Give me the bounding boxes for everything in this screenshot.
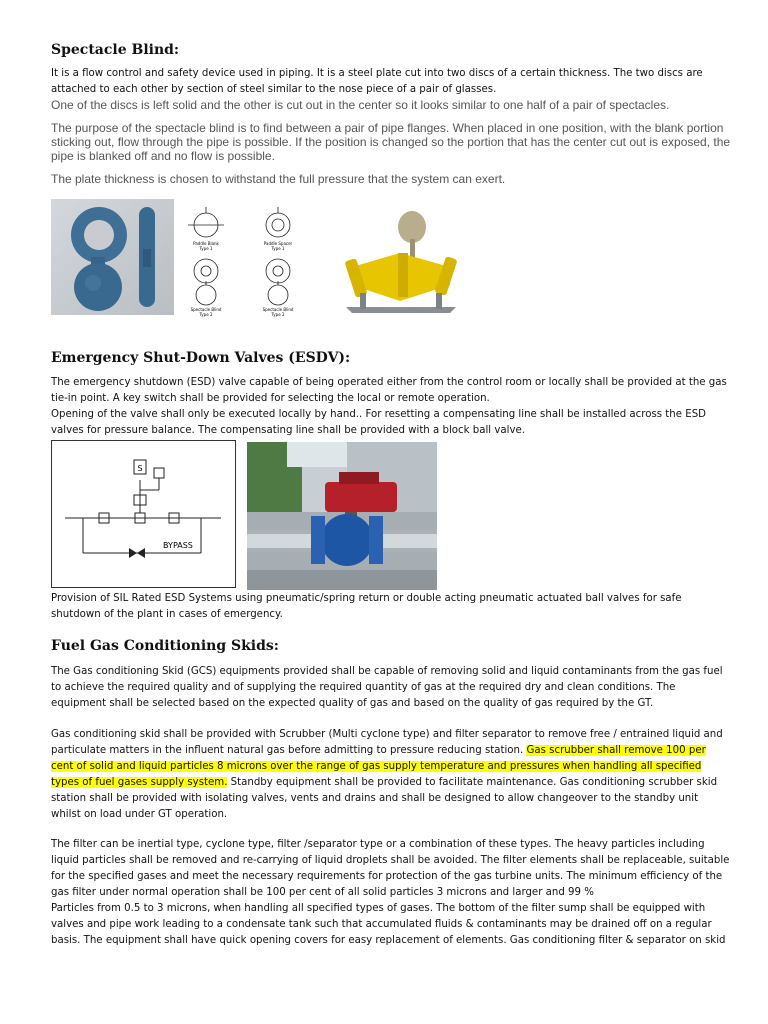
spectacle-paragraph-3: The purpose of the spectacle blind is to find between a pair of pipe flanges. When placed in one position, with the blank portion sticking out, flow through the pipe is possible. If the position is changed so the portion that has the center cut out is exposed, the pipe is blanked off and no flow is possible.	[51, 121, 731, 163]
spectacle-paragraph-4: The plate thickness is chosen to withstand the full pressure that the system can exert.	[51, 172, 506, 186]
spectacle-blind-photo	[51, 199, 174, 315]
esd-valve-photo	[247, 442, 437, 590]
spectacle-blind-drawing	[178, 205, 328, 317]
label-type-1b: Type 1	[271, 246, 285, 251]
esd-schematic-diagram	[51, 440, 236, 588]
esdv-paragraph-3: Provision of SIL Rated ESD Systems using pneumatic/spring return or double acting pneumatic actuated ball valves for safe shutdown of the plant in cases of emergency.	[51, 593, 682, 620]
esdv-paragraph-1: The emergency shutdown (ESD) valve capable of being operated either from the control room or locally shall be provided at the gas tie-in point. A key switch shall be provided for selecting the local or remote operation.	[51, 377, 727, 404]
spectacle-paragraph-2: One of the discs is left solid and the other is cut out in the center so it looks similar to one half of a pair of spectacles.	[51, 98, 670, 112]
fuel-gas-heading: Fuel Gas Conditioning Skids:	[51, 638, 279, 654]
label-type-2a: Type 2	[199, 312, 213, 317]
label-spectacle-blind-b: Spectacle Blind	[262, 307, 294, 312]
label-spectacle-blind-a: Spectacle Blind	[190, 307, 222, 312]
bypass-label: BYPASS	[163, 541, 193, 550]
fuel-gas-paragraph-3: The filter can be inertial type, cyclone type, filter /separator type or a combination of these types. The heavy particles including liquid particles shall be removed and re-carrying of liquid droplets shall be avoided. The filter elements shall be replaceable, suitable for the specified gases and meet the necessary requirements for protection of the gas turbine units. The minimum efficiency of the gas filter under normal operation shall be 100 per cent of all solid particles 3 microns and larger and 99 %	[51, 839, 730, 898]
solenoid-label: S	[137, 464, 143, 473]
spectacle-paragraph-1: It is a flow control and safety device used in piping. It is a steel plate cut into two discs of a certain thickness. The two discs are attached to each other by section of steel similar to the nose piece of a pair of glasses.	[51, 68, 703, 95]
fuel-gas-paragraph-4: Particles from 0.5 to 3 microns, when handling all specified types of gases. The bottom of the filter sump shall be equipped with valves and pipe work leading to a condensate tank such that accumulated fluids & contaminants may be drained off on a regular basis. The equipment shall have quick opening covers for easy replacement of elements. Gas conditioning filter & separator on skid	[51, 903, 726, 946]
esdv-paragraph-2: Opening of the valve shall only be executed locally by hand.. For resetting a compensating line shall be installed across the ESD valves for pressure balance. The compensating line shall be provided with a block ball valve.	[51, 409, 707, 436]
spectacle-blind-heading: Spectacle Blind:	[51, 42, 180, 58]
label-type-1a: Type 1	[199, 246, 213, 251]
fuel-gas-paragraph-2-start: Gas conditioning skid shall be provided with Scrubber (Multi cyclone type) and filter separator to remove free / entrained liquid and particulate matters in the influent natural gas before admitting to pressure reducing station.	[51, 729, 723, 756]
fuel-gas-paragraph-1: The Gas conditioning Skid (GCS) equipments provided shall be capable of removing solid and liquid contaminants from the gas fuel to achieve the required quality and of supplying the required quantity of gas at the required dry and clean conditions. The equipment shall be selected based on the expected quality of gas and based on the quality of gas required by the GT.	[51, 666, 723, 709]
label-paddle-spacer: Paddle Spacer	[263, 241, 293, 246]
label-paddle-blank: Paddle Blank	[193, 241, 219, 246]
label-type-2b: Type 2	[271, 312, 285, 317]
esdv-heading: Emergency Shut-Down Valves (ESDV):	[51, 350, 351, 366]
fuel-gas-highlighted-text: Gas scrubber shall remove 100 per cent of solid and liquid particles 8 microns over the range of gas supply temperature and pressures when handling all specified types of fuel gases supply system.	[51, 745, 706, 788]
fuel-gas-paragraph-2	[51, 727, 731, 823]
fuel-gas-paragraph-2-end: Standby equipment shall be provided to facilitate maintenance. Gas conditioning scrubber skid station shall be provided with isolating valves, vents and drains and shall be designed to allow changeover to the standby unit whilst on load under GT operation.	[51, 777, 718, 820]
spectacle-spool-photo	[340, 209, 462, 316]
